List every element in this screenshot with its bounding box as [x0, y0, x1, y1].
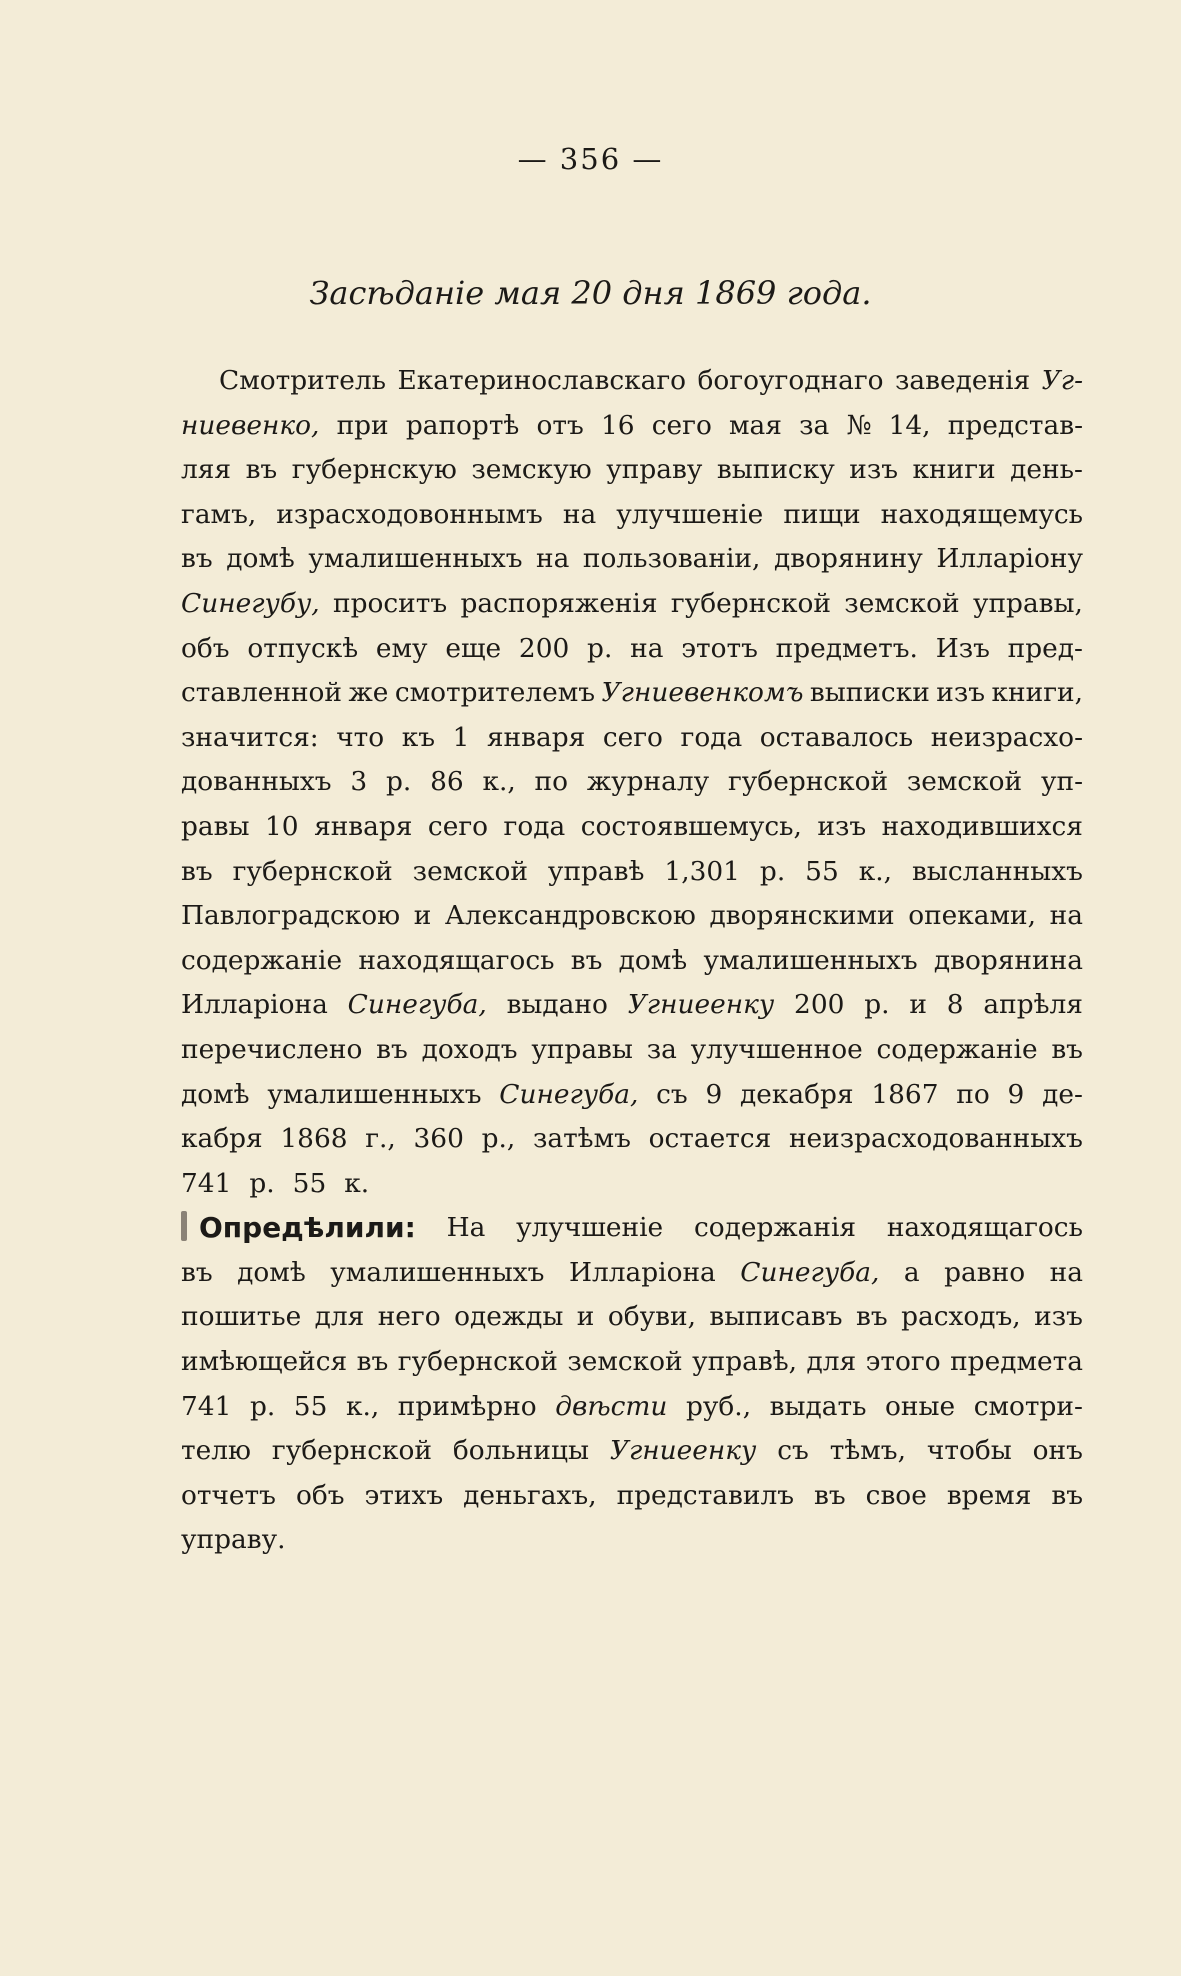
text-line [181, 1295, 1083, 1340]
word: домѣ [237, 1256, 306, 1288]
word: по [956, 1078, 990, 1110]
word: и [576, 1301, 595, 1333]
word: мая [729, 409, 782, 441]
word: р. [759, 855, 786, 887]
word: 1 [452, 721, 470, 753]
word: тѣмъ, [829, 1435, 906, 1467]
word: находящагось [886, 1212, 1083, 1244]
word: 55 [292, 1167, 327, 1199]
word: 200 [794, 989, 845, 1021]
word: Синегуба, [347, 989, 487, 1021]
word: въ [1051, 1033, 1083, 1065]
text-line [181, 359, 1083, 404]
word: чтобы [926, 1435, 1012, 1467]
word: смотри- [973, 1390, 1083, 1422]
word: домѣ [181, 1078, 250, 1110]
word: ниевенко, [181, 409, 320, 441]
text-line [181, 404, 1083, 449]
word: пользованіи, [582, 543, 761, 575]
word: дованныхъ [181, 766, 332, 798]
word: р. [587, 632, 613, 664]
text-line [181, 448, 1083, 493]
word: Угниеенку [627, 989, 775, 1021]
word: р. [249, 1167, 275, 1199]
word: земской [567, 1346, 683, 1378]
word: ему [375, 632, 428, 664]
word: изъ [936, 677, 986, 709]
paragraph-report [181, 359, 1083, 1206]
word: больницы [452, 1435, 589, 1467]
word: этотъ [681, 632, 758, 664]
word: сего [427, 810, 489, 842]
word: затѣмъ [532, 1123, 631, 1155]
word: руб., [686, 1390, 752, 1422]
word: кабря [181, 1123, 263, 1155]
text-line [181, 671, 1083, 716]
word: для [806, 1346, 857, 1378]
word: управѣ [547, 855, 645, 887]
word: за [646, 1033, 677, 1065]
word: выписки [809, 677, 930, 709]
word: 1,301 [664, 855, 740, 887]
word: дворянина [933, 944, 1083, 976]
word: одежды [454, 1301, 564, 1333]
word: земской [412, 855, 528, 887]
word: обуви, [607, 1301, 696, 1333]
text-line [181, 760, 1083, 805]
word: уп- [1040, 766, 1083, 798]
text-line [181, 1117, 1083, 1162]
word: доходъ [421, 1033, 518, 1065]
word: къ [401, 721, 436, 753]
word: деньгахъ, [463, 1479, 597, 1511]
word: объ [181, 632, 230, 664]
text-line [181, 939, 1083, 984]
word: содержаніе [181, 944, 343, 976]
word: 741 [181, 1390, 232, 1422]
word: р. [385, 766, 412, 798]
word: управу [606, 454, 703, 486]
word: января [314, 810, 413, 842]
word: р. [864, 989, 890, 1021]
word: богоугоднаго [697, 365, 884, 396]
word: на [1049, 1256, 1083, 1288]
word: двѣсти [555, 1390, 668, 1422]
word: умалишенныхъ [308, 543, 523, 575]
word: находящагось [358, 944, 555, 976]
word: управѣ, [692, 1346, 798, 1378]
text-line [181, 1162, 1083, 1207]
page-number: — 356 — [517, 142, 664, 176]
word: р. [249, 1390, 276, 1422]
word: ляя [181, 454, 232, 486]
word: въ [181, 855, 213, 887]
word: губернскую [291, 454, 457, 486]
word: Синегуба, [499, 1078, 639, 1110]
word: въ [181, 543, 213, 575]
margin-mark-icon [181, 1211, 187, 1241]
word: равно [944, 1256, 1026, 1288]
word: 14, [888, 409, 931, 441]
word: губернской [670, 587, 831, 619]
word: Изъ [935, 632, 990, 664]
word: въ [245, 454, 278, 486]
word: Илларіона [568, 1256, 716, 1288]
word: 8 [946, 989, 964, 1021]
word: этихъ [364, 1479, 444, 1511]
word: Александровскою [444, 900, 696, 932]
word: распоряженія [460, 587, 658, 619]
word: пред- [1007, 632, 1083, 664]
word: 360 [413, 1123, 464, 1155]
word: губернской [727, 766, 889, 798]
word: к., [858, 855, 892, 887]
text-line [181, 537, 1083, 582]
word: этого [865, 1346, 941, 1378]
word: Синегуба, [740, 1256, 880, 1288]
word: 10 [264, 810, 299, 842]
word: находившихся [881, 810, 1083, 842]
text-line [181, 894, 1083, 939]
word: выдано [506, 989, 608, 1021]
word: 86 [430, 766, 464, 798]
word: оставалось [759, 721, 914, 753]
text-line [181, 493, 1083, 538]
word: управы [531, 1033, 633, 1065]
word: Смотритель [219, 365, 387, 396]
word: к., [482, 766, 516, 798]
word: содержанія [693, 1212, 857, 1244]
word: для [314, 1301, 365, 1333]
word: съ [777, 1435, 809, 1467]
paragraph-resolution [181, 1206, 1083, 1563]
word: оные [885, 1390, 956, 1422]
text-line [181, 1340, 1083, 1385]
word: к., [345, 1390, 380, 1422]
word: находящемусь [880, 498, 1083, 530]
word: опеками, [908, 900, 1037, 932]
word: апрѣля [983, 989, 1083, 1021]
word: 9 [705, 1078, 723, 1110]
body-text [181, 359, 1083, 1563]
word: значится: [181, 721, 319, 753]
text-line [181, 1474, 1083, 1519]
word: перечислено [181, 1033, 363, 1065]
word: отъ [536, 409, 584, 441]
word: состоявшемусь, [580, 810, 802, 842]
word: г., [365, 1123, 396, 1155]
word: остается [648, 1123, 772, 1155]
word: отчетъ [181, 1479, 276, 1511]
word: предмета [950, 1346, 1083, 1378]
word: неизрасхо- [930, 721, 1083, 753]
word: 1867 [871, 1078, 939, 1110]
word: губернской [271, 1435, 432, 1467]
word: въ [376, 1033, 408, 1065]
word: предметъ. [775, 632, 918, 664]
word: онъ [1032, 1435, 1083, 1467]
word: Угниевенкомъ [601, 677, 804, 709]
word: изъ [849, 454, 899, 486]
word: выписку [716, 454, 835, 486]
word: Екатеринославскаго [397, 365, 687, 396]
word: на [1049, 900, 1083, 932]
word: представ- [947, 409, 1083, 441]
word: время [946, 1479, 1032, 1511]
word: губернской [232, 855, 393, 887]
word: управы, [972, 587, 1083, 619]
text-line [181, 1385, 1083, 1430]
word: № [846, 409, 872, 441]
word: него [377, 1301, 441, 1333]
word: по [534, 766, 569, 798]
word: земскую [471, 454, 592, 486]
word: книги [912, 454, 996, 486]
word: свое [865, 1479, 927, 1511]
word: рапортѣ [405, 409, 520, 441]
word: за [799, 409, 830, 441]
word: умалишенныхъ [703, 944, 918, 976]
word: улучшеніе [616, 498, 764, 530]
word: же [348, 677, 389, 709]
text-line [181, 716, 1083, 761]
word: 200 [518, 632, 570, 664]
word: управу. [181, 1524, 286, 1556]
text-line [181, 1028, 1083, 1073]
text-line [181, 627, 1083, 672]
word: гамъ, [181, 498, 257, 530]
word: года [503, 810, 566, 842]
word: дворянину [773, 543, 923, 575]
word: что [336, 721, 385, 753]
word: р., [481, 1123, 516, 1155]
word: 1868 [280, 1123, 348, 1155]
word: к. [344, 1167, 370, 1199]
word: день- [1010, 454, 1083, 486]
word: проситъ [333, 587, 448, 619]
text-line [181, 1206, 1083, 1251]
word: пошитье [181, 1301, 302, 1333]
word: въ [356, 1346, 389, 1378]
word: домѣ [618, 944, 688, 976]
resolution-label-text: Опредѣлили: [199, 1211, 416, 1245]
text-line [181, 582, 1083, 627]
text-line [181, 1251, 1083, 1296]
word: изъ [1034, 1301, 1083, 1333]
word: улучшеніе [516, 1212, 664, 1244]
word: на [630, 632, 664, 664]
word: въ [570, 944, 603, 976]
word: дворянскими [709, 900, 895, 932]
word: умалишенныхъ [330, 1256, 545, 1288]
word: отпускѣ [247, 632, 359, 664]
session-heading: Засѣданіе мая 20 дня 1869 года. [309, 274, 872, 312]
word: Угниеенку [609, 1435, 757, 1467]
word: въ [814, 1479, 846, 1511]
word: выписавъ [709, 1301, 843, 1333]
word: 16 [600, 409, 635, 441]
word: Илларіона [181, 989, 328, 1021]
word: земской [844, 587, 960, 619]
word: сего [651, 409, 712, 441]
word: Павлоградскою [181, 900, 401, 932]
word: пищи [783, 498, 861, 530]
text-line [181, 1073, 1083, 1118]
word: при [336, 409, 389, 441]
word: Уг- [1041, 365, 1083, 396]
word: и [413, 900, 432, 932]
word: высланныхъ [911, 855, 1083, 887]
word: расходъ, [901, 1301, 1021, 1333]
text-line [181, 850, 1083, 895]
word: улучшенное [690, 1033, 863, 1065]
word: На [446, 1212, 486, 1244]
word: сего [602, 721, 663, 753]
word: Илларіону [936, 543, 1083, 575]
word: Синегубу, [181, 587, 320, 619]
text-line [181, 805, 1083, 850]
word: съ [656, 1078, 688, 1110]
word: объ [295, 1479, 345, 1511]
word: 3 [350, 766, 368, 798]
word: умалишенныхъ [267, 1078, 482, 1110]
word: въ [1051, 1479, 1083, 1511]
word: заведенія [895, 365, 1031, 396]
word: книги, [991, 677, 1083, 709]
word: равы [181, 810, 250, 842]
word: земской [906, 766, 1023, 798]
word: де- [1042, 1078, 1083, 1110]
word: израсходовоннымъ [276, 498, 543, 530]
word: 9 [1007, 1078, 1025, 1110]
word: неизрасходованныхъ [788, 1123, 1083, 1155]
word: въ [856, 1301, 888, 1333]
word: смотрителемъ [394, 677, 596, 709]
word: еще [445, 632, 502, 664]
resolution-label [181, 1206, 416, 1251]
text-line [181, 1518, 1083, 1563]
word: декабря [740, 1078, 854, 1110]
word: имѣющейся [181, 1346, 348, 1378]
word: 55 [293, 1390, 328, 1422]
word: на [562, 498, 597, 530]
word: въ [181, 1256, 213, 1288]
word: губернской [397, 1346, 558, 1378]
word: журналу [586, 766, 710, 798]
word: содержаніе [876, 1033, 1038, 1065]
word: 55 [805, 855, 839, 887]
word: года [680, 721, 743, 753]
word: ставленной [181, 677, 343, 709]
word: а [903, 1256, 920, 1288]
word: представилъ [616, 1479, 795, 1511]
word: домѣ [226, 543, 295, 575]
word: на [536, 543, 570, 575]
word: 741 [181, 1167, 232, 1199]
text-line [181, 1429, 1083, 1474]
text-line [181, 983, 1083, 1028]
word: изъ [817, 810, 867, 842]
word: и [909, 989, 927, 1021]
word: выдать [769, 1390, 867, 1422]
word: примѣрно [397, 1390, 537, 1422]
word: телю [181, 1435, 251, 1467]
word: января [486, 721, 586, 753]
